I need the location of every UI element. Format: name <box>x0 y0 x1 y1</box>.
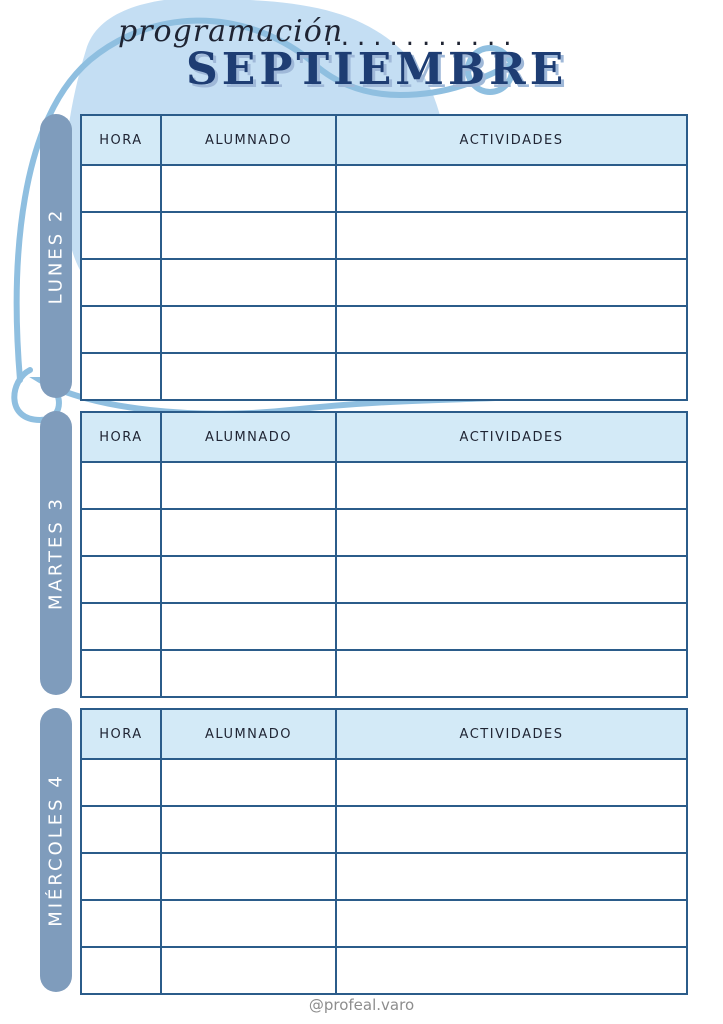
table-row <box>81 759 687 806</box>
hora-cell[interactable] <box>81 259 161 306</box>
column-header-hora: HORA <box>81 412 161 462</box>
column-header-hora: HORA <box>81 709 161 759</box>
alumnado-cell[interactable] <box>161 759 336 806</box>
alumnado-cell[interactable] <box>161 165 336 212</box>
actividades-cell[interactable] <box>336 759 687 806</box>
actividades-cell[interactable] <box>336 259 687 306</box>
alumnado-cell[interactable] <box>161 603 336 650</box>
alumnado-cell[interactable] <box>161 806 336 853</box>
table-row <box>81 165 687 212</box>
hora-cell[interactable] <box>81 212 161 259</box>
actividades-cell[interactable] <box>336 806 687 853</box>
hora-cell[interactable] <box>81 759 161 806</box>
table-row <box>81 212 687 259</box>
alumnado-cell[interactable] <box>161 509 336 556</box>
actividades-cell[interactable] <box>336 900 687 947</box>
column-header-alumnado: ALUMNADO <box>161 412 336 462</box>
column-header-actividades: ACTIVIDADES <box>336 709 687 759</box>
table-row <box>81 900 687 947</box>
hora-cell[interactable] <box>81 509 161 556</box>
table-row <box>81 353 687 400</box>
actividades-cell[interactable] <box>336 509 687 556</box>
actividades-cell[interactable] <box>336 353 687 400</box>
actividades-cell[interactable] <box>336 947 687 994</box>
hora-cell[interactable] <box>81 556 161 603</box>
day-label: MIÉRCOLES 4 <box>45 773 67 927</box>
table-row <box>81 306 687 353</box>
table-row <box>81 650 687 697</box>
hora-cell[interactable] <box>81 650 161 697</box>
actividades-cell[interactable] <box>336 462 687 509</box>
day-block-monday <box>40 114 690 398</box>
day-block-wednesday <box>40 708 690 992</box>
table-header-row <box>81 412 687 462</box>
column-header-actividades: ACTIVIDADES <box>336 115 687 165</box>
actividades-cell[interactable] <box>336 603 687 650</box>
hora-cell[interactable] <box>81 306 161 353</box>
day-tab <box>40 114 72 398</box>
hora-cell[interactable] <box>81 900 161 947</box>
alumnado-cell[interactable] <box>161 306 336 353</box>
schedule-table <box>80 114 688 401</box>
alumnado-cell[interactable] <box>161 212 336 259</box>
month-title: SEPTIEMBRE <box>186 44 568 95</box>
footer-credit: @profeal.varo <box>308 996 415 1014</box>
table-row <box>81 556 687 603</box>
column-header-alumnado: ALUMNADO <box>161 115 336 165</box>
alumnado-cell[interactable] <box>161 462 336 509</box>
actividades-cell[interactable] <box>336 212 687 259</box>
table-header-row <box>81 709 687 759</box>
hora-cell[interactable] <box>81 947 161 994</box>
schedule-table <box>80 411 688 698</box>
column-header-actividades: ACTIVIDADES <box>336 412 687 462</box>
alumnado-cell[interactable] <box>161 900 336 947</box>
alumnado-cell[interactable] <box>161 259 336 306</box>
actividades-cell[interactable] <box>336 556 687 603</box>
alumnado-cell[interactable] <box>161 650 336 697</box>
table-row <box>81 259 687 306</box>
table-row <box>81 947 687 994</box>
alumnado-cell[interactable] <box>161 556 336 603</box>
hora-cell[interactable] <box>81 603 161 650</box>
day-block-tuesday <box>40 411 690 695</box>
table-row <box>81 462 687 509</box>
day-label: MARTES 3 <box>45 495 67 611</box>
alumnado-cell[interactable] <box>161 353 336 400</box>
hora-cell[interactable] <box>81 165 161 212</box>
actividades-cell[interactable] <box>336 853 687 900</box>
actividades-cell[interactable] <box>336 306 687 353</box>
hora-cell[interactable] <box>81 806 161 853</box>
actividades-cell[interactable] <box>336 165 687 212</box>
table-header-row <box>81 115 687 165</box>
hora-cell[interactable] <box>81 462 161 509</box>
hora-cell[interactable] <box>81 353 161 400</box>
table-row <box>81 853 687 900</box>
day-tab <box>40 411 72 695</box>
column-header-hora: HORA <box>81 115 161 165</box>
day-label: LUNES 2 <box>45 207 67 305</box>
actividades-cell[interactable] <box>336 650 687 697</box>
schedule-table <box>80 708 688 995</box>
script-title: programación <box>118 14 344 49</box>
column-header-alumnado: ALUMNADO <box>161 709 336 759</box>
alumnado-cell[interactable] <box>161 853 336 900</box>
day-tab <box>40 708 72 992</box>
table-row <box>81 806 687 853</box>
hora-cell[interactable] <box>81 853 161 900</box>
title-dots: ............ <box>322 26 517 51</box>
table-row <box>81 603 687 650</box>
table-row <box>81 509 687 556</box>
alumnado-cell[interactable] <box>161 947 336 994</box>
